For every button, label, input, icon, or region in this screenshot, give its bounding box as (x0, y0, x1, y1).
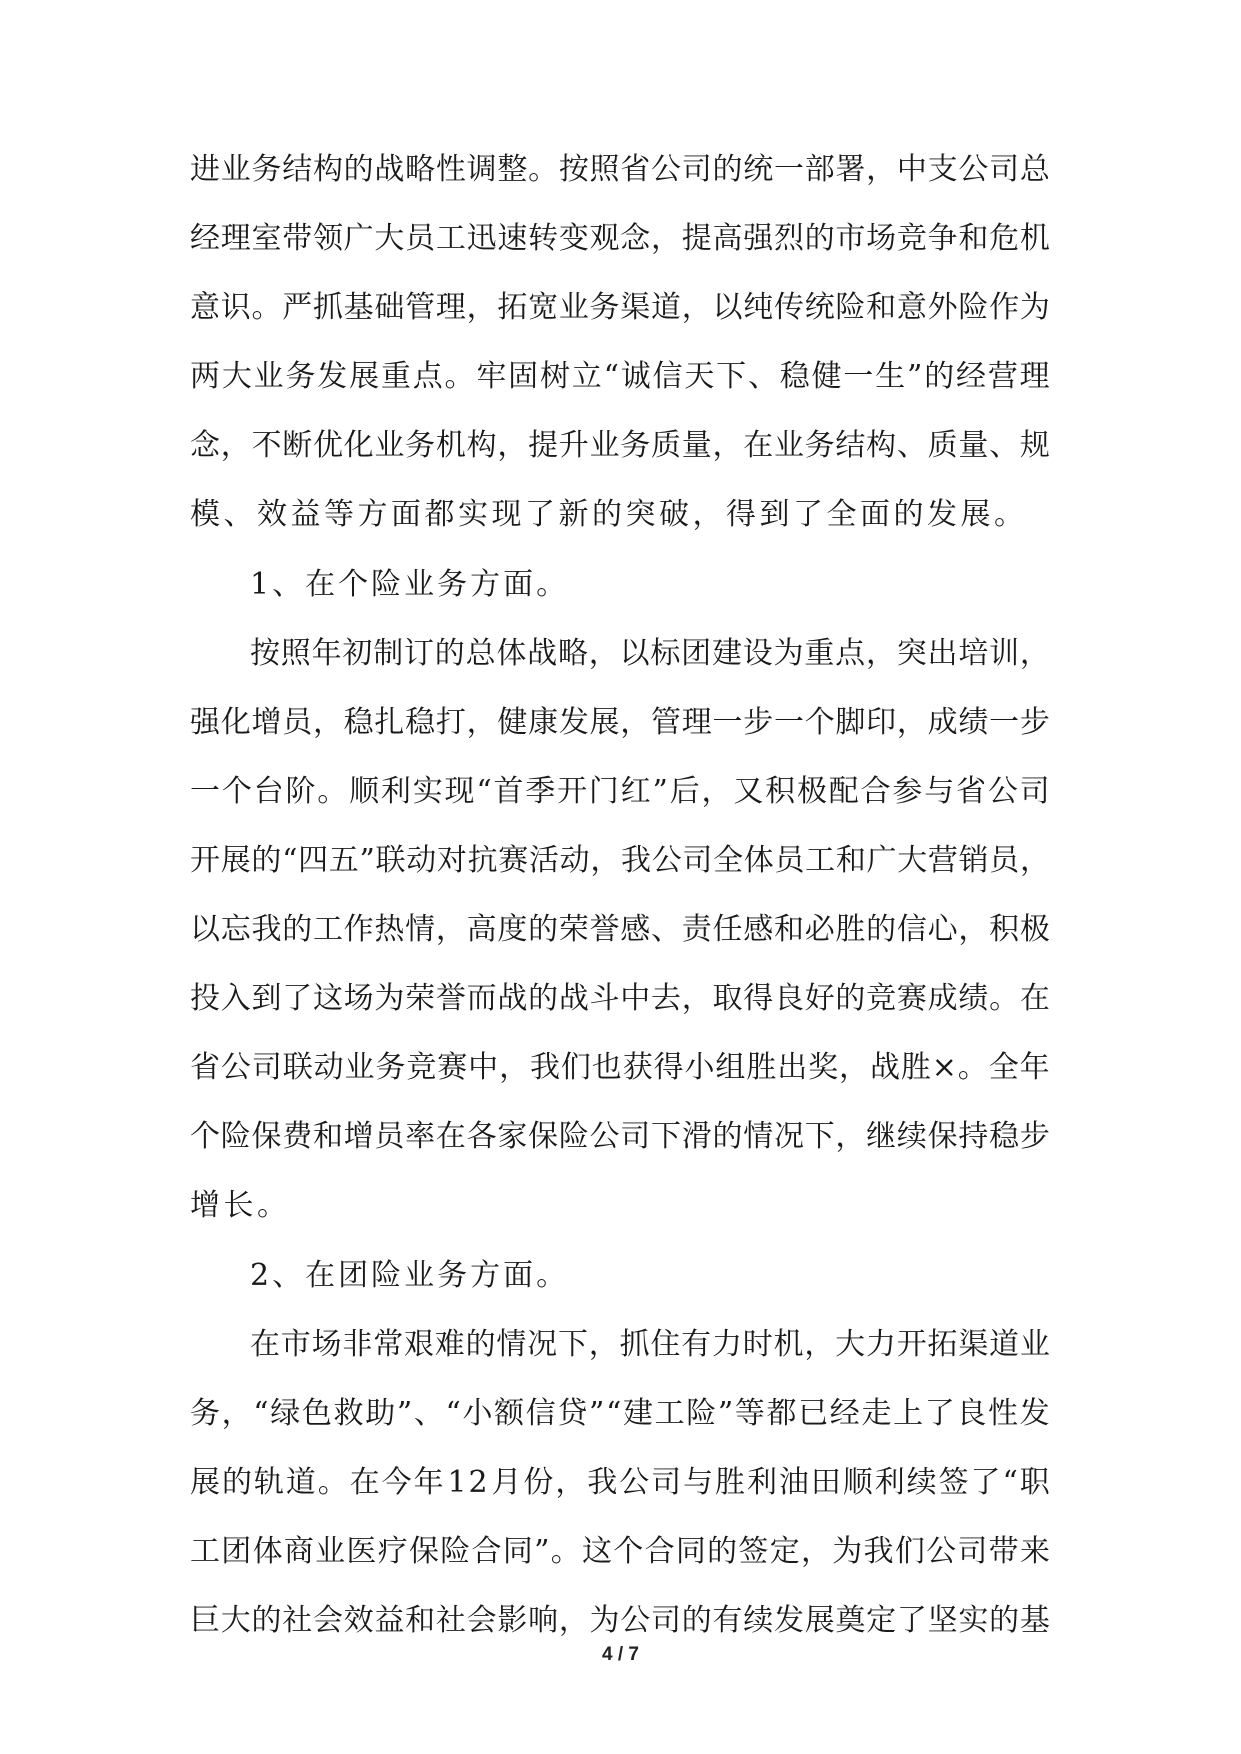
text-line: 意 识 。 严 抓 基 础 管 理 ， 拓 宽 业 务 渠 道 ， 以 纯 传 统 险 和 意 外 险 作 为 (190, 290, 1050, 326)
text-line: 念 ， 不 断 优 化 业 务 机 构 ， 提 升 业 务 质 量 ， 在 业 务 结 构 、 质 量 、 规 (190, 428, 1050, 464)
text-line: 工 团 体 商 业 医 疗 保 险 合 同 ” 。 这 个 合 同 的 签 定 ， 为 我 们 公 司 带 来 (190, 1533, 1050, 1569)
text-line: 增长。 (190, 1188, 291, 1224)
text-line: 一 个 台 阶 。 顺 利 实 现 “ 首 季 开 门 红 ” 后 ， 又 积 极 配 合 参 与 省 公 司 (190, 773, 1050, 809)
page-number: 4 / 7 (602, 1644, 639, 1665)
text-line: 开 展 的 “ 四 五 ” 联 动 对 抗 赛 活 动 ， 我 公 司 全 体 员 工 和 广 大 营 销 员 ， (190, 842, 1050, 878)
text-line: 务 ， “ 绿 色 救 助 ” 、 “ 小 额 信 贷 ” “ 建 工 险 ” 等 都 已 经 走 上 了 良 性 发 (190, 1395, 1050, 1431)
text-line: 两 大 业 务 发 展 重 点 。 牢 固 树 立 “ 诚 信 天 下 、 稳 健 一 生 ” 的 经 营 理 (190, 359, 1050, 395)
text-line: 按 照 年 初 制 订 的 总 体 战 略 ， 以 标 团 建 设 为 重 点 ， 突 出 培 训 ， (250, 635, 1050, 671)
text-line: 在 市 场 非 常 艰 难 的 情 况 下 ， 抓 住 有 力 时 机 ， 大 力 开 拓 渠 道 业 (250, 1326, 1050, 1362)
text-line: 展 的 轨 道 。 在 今 年 1 2 月 份 ， 我 公 司 与 胜 利 油 田 顺 利 续 签 了 “ 职 (190, 1464, 1050, 1500)
text-line: 经 理 室 带 领 广 大 员 工 迅 速 转 变 观 念 ， 提 高 强 烈 的 市 场 竞 争 和 危 机 (190, 221, 1050, 257)
section-heading: 1、在个险业务方面。 (250, 566, 570, 602)
text-line: 模、效益等方面都实现了新的突破，得到了全面的发展。 (190, 497, 1028, 533)
text-line: 省 公 司 联 动 业 务 竞 赛 中 ， 我 们 也 获 得 小 组 胜 出 奖 ， 战 胜 × 。 全 年 (190, 1050, 1050, 1086)
body-text (190, 150, 1050, 1670)
text-line: 投 入 到 了 这 场 为 荣 誉 而 战 的 战 斗 中 去 ， 取 得 良 好 的 竞 赛 成 绩 。 在 (190, 981, 1050, 1017)
text-line: 以 忘 我 的 工 作 热 情 ， 高 度 的 荣 誉 感 、 责 任 感 和 必 胜 的 信 心 ， 积 极 (190, 912, 1050, 948)
text-line: 个 险 保 费 和 增 员 率 在 各 家 保 险 公 司 下 滑 的 情 况 下 ， 继 续 保 持 稳 步 (190, 1119, 1050, 1155)
text-line: 进 业 务 结 构 的 战 略 性 调 整 。 按 照 省 公 司 的 统 一 部 署 ， 中 支 公 司 总 (190, 152, 1050, 187)
section-heading: 2、在团险业务方面。 (250, 1257, 570, 1293)
text-line: 巨 大 的 社 会 效 益 和 社 会 影 响 ， 为 公 司 的 有 续 发 展 奠 定 了 坚 实 的 基 (190, 1602, 1050, 1638)
text-line: 强 化 增 员 ， 稳 扎 稳 打 ， 健 康 发 展 ， 管 理 一 步 一 个 脚 印 ， 成 绩 一 步 (190, 704, 1050, 740)
